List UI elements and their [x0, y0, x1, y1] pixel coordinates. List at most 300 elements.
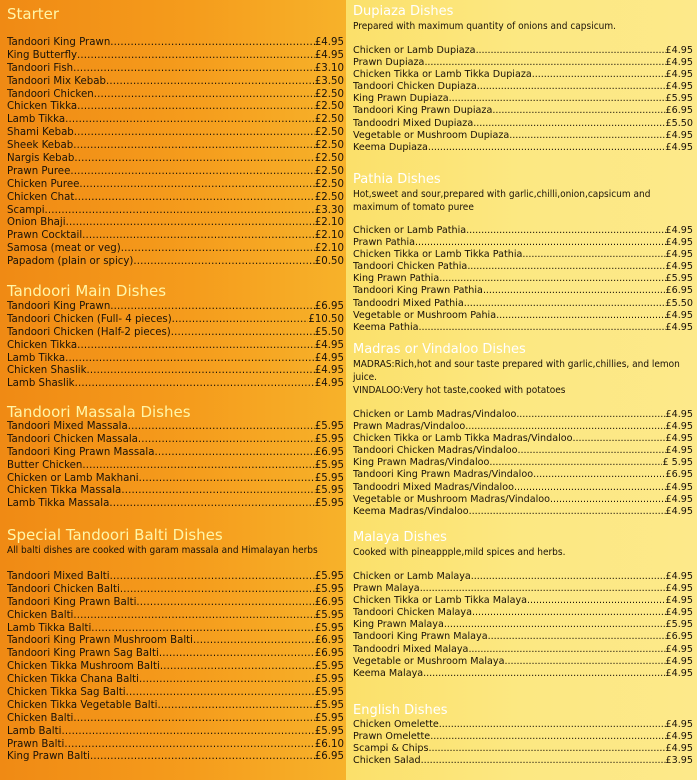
dot-leader [77, 50, 315, 63]
menu-item [7, 635, 344, 648]
dot-leader [126, 687, 315, 700]
dot-leader [439, 273, 665, 285]
menu-item [353, 719, 693, 731]
menu-item [353, 322, 693, 334]
menu-item-name: Tandoodri Mixed Pathia [353, 297, 464, 309]
menu-item [7, 713, 344, 726]
menu-item-price: £3.50 [314, 75, 344, 87]
menu-item-name: Chicken Puree [7, 178, 80, 190]
section-title-balti: Special Tandoori Balti Dishes [7, 526, 223, 544]
menu-item-price: £4.95 [314, 49, 344, 61]
menu-item-price: £2.50 [314, 165, 344, 177]
dot-leader [160, 661, 315, 674]
menu-item-name: Nargis Kebab [7, 153, 75, 165]
menu-item-price: £6.95 [665, 469, 693, 481]
menu-item-name: Tandoori King Prawn Mushroom Balti [7, 635, 194, 647]
dot-leader [65, 353, 315, 366]
malaya-section [346, 530, 697, 680]
menu-item-price: £2.50 [314, 127, 344, 139]
menu-item [7, 101, 344, 114]
menu-item [7, 378, 344, 391]
menu-item-name: Keema Madras/Vindaloo [353, 505, 469, 517]
dot-leader [106, 76, 315, 89]
menu-item [7, 314, 344, 327]
dot-leader [473, 118, 665, 130]
section-title-dupiaza: Dupiaza Dishes [353, 4, 454, 19]
menu-item-name: Chicken Tikka or Lamb Tikka Madras/Vindaloo [353, 433, 573, 445]
dot-leader [483, 285, 666, 297]
dot-leader [496, 310, 665, 322]
menu-item [7, 739, 344, 752]
item-list [353, 719, 693, 767]
menu-item-name: King Prawn Pathia [353, 273, 440, 285]
menu-item-price: £5.95 [314, 498, 344, 510]
menu-item [353, 631, 693, 643]
menu-item-name: Tandoodri Mixed Dupiaza [353, 117, 474, 129]
tandoori-main-section [0, 282, 346, 391]
menu-item [7, 327, 344, 340]
menu-item [353, 619, 693, 631]
menu-item [7, 571, 344, 584]
menu-item [7, 623, 344, 636]
menu-item-name: Prawn Malaya [353, 583, 420, 595]
section-title-massala: Tandoori Massala Dishes [7, 403, 191, 421]
dot-leader [419, 322, 666, 334]
menu-item-price: £4.95 [665, 643, 693, 655]
dot-leader [489, 457, 662, 469]
menu-item [7, 153, 344, 166]
menu-item-name: Shami Kebab [7, 127, 74, 139]
dot-leader [466, 225, 665, 237]
menu-item [7, 89, 344, 102]
menu-item [353, 249, 693, 261]
menu-item-price: £4.95 [665, 731, 693, 743]
menu-item-price: £5.95 [314, 674, 344, 686]
dot-leader [172, 314, 309, 327]
menu-item [7, 498, 344, 511]
menu-item-name: Chicken Tikka [7, 101, 78, 113]
dot-leader [74, 153, 314, 166]
menu-item-name: Tandoori Chicken (Half-2 pieces) [7, 326, 171, 338]
menu-item-price: £4.95 [665, 505, 693, 517]
menu-item-price: £4.95 [314, 37, 344, 48]
dot-leader [522, 249, 665, 261]
section-title-madras: Madras or Vindaloo Dishes [353, 342, 526, 357]
menu-item-price: £4.95 [314, 352, 344, 364]
menu-item-name: Keema Dupiaza [353, 141, 428, 153]
section-description-balti: All balti dishes are cooked with garam massala and Himalayan herbs [7, 545, 318, 556]
dot-leader [75, 378, 315, 391]
menu-item [353, 595, 693, 607]
menu-item-price: £6.95 [665, 105, 693, 117]
item-list [353, 409, 693, 518]
menu-item [7, 447, 344, 460]
menu-item-price: £2.10 [314, 230, 344, 242]
menu-item-price: £5.95 [314, 609, 344, 621]
menu-item-price: £4.95 [665, 667, 693, 679]
menu-item [7, 751, 344, 764]
menu-item-name: Tandoori Chicken [7, 88, 94, 100]
menu-item-price: £4.95 [665, 225, 693, 236]
menu-item-name: Chicken Tikka or Lamb Tikka Malaya [353, 595, 527, 607]
menu-item-price: £4.95 [665, 743, 693, 755]
dot-leader [110, 301, 315, 314]
menu-item-price: £5.95 [314, 421, 344, 432]
menu-item-name: Prawn Madras/Vindaloo [353, 421, 466, 433]
menu-item-name: Tandoori Chicken Massala [7, 433, 138, 445]
menu-item-price: £4.95 [665, 481, 693, 493]
menu-item-name: Chicken Tikka Massala [7, 485, 122, 497]
menu-item-price: £4.95 [665, 421, 693, 433]
dot-leader [77, 340, 315, 353]
menu-item [7, 674, 344, 687]
menu-item-name: Tandoori King Prawn Pathia [353, 285, 483, 297]
menu-item [7, 353, 344, 366]
menu-item-name: Tandoori King Prawn Balti [7, 596, 137, 608]
menu-item-name: Chicken or Lamb Dupiaza [353, 45, 476, 56]
menu-item-price: £3.10 [314, 62, 344, 74]
dot-leader [139, 473, 315, 486]
menu-item-price: £5.95 [314, 583, 344, 595]
menu-item-price: £6.95 [314, 648, 344, 660]
menu-item-name: Chicken Tikka Mushroom Balti [7, 661, 160, 673]
menu-item [7, 166, 344, 179]
section-title-english: English Dishes [353, 703, 448, 718]
dot-leader [121, 243, 315, 256]
menu-item-name: Chicken Tikka [7, 339, 78, 351]
dot-leader [428, 142, 666, 154]
balti-section [0, 526, 346, 764]
menu-item [7, 700, 344, 713]
menu-item [353, 93, 693, 105]
menu-item [7, 230, 344, 243]
dot-leader [74, 127, 315, 140]
menu-item-name: Tandoori King Prawn Malaya [353, 631, 488, 643]
menu-item-price: £5.95 [665, 93, 693, 105]
menu-item-name: Lamb Tikka Massala [7, 498, 110, 510]
menu-item-price: £2.10 [314, 243, 344, 255]
menu-item [7, 127, 344, 140]
menu-item-name: Scampi [7, 204, 45, 216]
dot-leader [424, 57, 665, 69]
menu-item-price: £4.95 [665, 607, 693, 619]
menu-item-name: Chicken Tikka or Lamb Tikka Dupiaza [353, 69, 532, 81]
section-description-dupiaza: Prepared with maximum quantity of onions and capsicum. [353, 21, 616, 32]
menu-item-name: Vegetable or Mushroom Madras/Vindaloo [353, 493, 550, 505]
dot-leader [120, 584, 315, 597]
menu-item-name: Tandoori Chicken Pathia [353, 261, 468, 273]
menu-item-name: Lamb Tikka Balti [7, 622, 92, 634]
dot-leader [527, 595, 666, 607]
menu-item-price: £5.50 [665, 297, 693, 309]
menu-item-price: £4.95 [314, 339, 344, 351]
menu-item [7, 421, 344, 434]
menu-item [353, 225, 693, 237]
menu-item-name: Chicken Omelette [353, 719, 439, 730]
menu-item [353, 445, 693, 457]
right-menu-column [346, 0, 697, 780]
menu-item-name: Prawn Dupiaza [353, 57, 425, 69]
menu-item-name: Chicken Tikka Chana Balti [7, 674, 139, 686]
menu-item-name: Prawn Puree [7, 165, 71, 177]
dot-leader [492, 105, 665, 117]
menu-item [7, 648, 344, 661]
menu-item-price: £5.95 [314, 725, 344, 737]
menu-item-name: Lamb Balti [7, 725, 62, 737]
menu-item-price: £4.95 [665, 571, 693, 582]
menu-item [353, 494, 693, 506]
menu-item-price: £4.95 [665, 719, 693, 730]
menu-item-price: £6.95 [665, 631, 693, 643]
menu-item-name: Tandoori King Prawn Sag Balti [7, 648, 159, 660]
dot-leader [109, 498, 314, 511]
menu-item-name: Tandoori King Prawn [7, 37, 111, 48]
dot-leader [77, 101, 315, 114]
section-description-vindaloo: VINDALOO:Very hot taste,cooked with potatoes [353, 385, 566, 396]
item-list [7, 421, 344, 511]
menu-item-price: £5.95 [314, 622, 344, 634]
menu-item-price: £2.50 [314, 140, 344, 152]
menu-item [353, 285, 693, 297]
menu-item-price: £6.95 [314, 596, 344, 608]
item-list [7, 37, 344, 269]
menu-item-price: £3.30 [314, 204, 344, 216]
menu-item-price: £4.95 [314, 378, 344, 390]
menu-item-name: Tandoori Mixed Massala [7, 421, 128, 432]
item-list [7, 301, 344, 391]
menu-item-name: Tandoori Chicken Balti [7, 583, 120, 595]
menu-item-price: £2.50 [314, 101, 344, 113]
menu-item-price: £0.50 [314, 256, 344, 268]
dot-leader [472, 607, 666, 619]
item-list [353, 225, 693, 334]
menu-item-price: £6.95 [314, 301, 344, 312]
menu-item-name: Tandoori Chicken Madras/Vindaloo [353, 445, 518, 457]
dot-leader [110, 571, 315, 584]
menu-item [353, 583, 693, 595]
dot-leader [154, 447, 314, 460]
dot-leader [159, 648, 315, 661]
menu-item-name: Vegetable or Mushroom Malaya [353, 655, 505, 667]
section-description-madras: MADRAS:Rich,hot and sour taste prepared with garlic,chillies, and lemon juice. [353, 359, 680, 383]
menu-item-price: £4.95 [665, 583, 693, 595]
menu-item [353, 261, 693, 273]
section-title-starter: Starter [7, 5, 60, 23]
menu-item [7, 114, 344, 127]
menu-item-price: £4.95 [314, 365, 344, 377]
dot-leader [421, 755, 666, 767]
menu-item [7, 63, 344, 76]
menu-item [353, 644, 693, 656]
menu-item-price: £2.50 [314, 88, 344, 100]
item-list [353, 45, 693, 154]
menu-item [353, 668, 693, 680]
menu-item-price: £4.95 [665, 69, 693, 81]
menu-item [7, 256, 344, 269]
dot-leader [428, 743, 665, 755]
dot-leader [90, 751, 315, 764]
menu-item-name: Chicken Salad [353, 755, 421, 767]
menu-item-name: Tandoori Chicken Dupiaza [353, 81, 477, 93]
menu-item [7, 192, 344, 205]
menu-item [353, 433, 693, 445]
menu-item-price: £4.95 [665, 321, 693, 333]
menu-item-price: £6.95 [314, 751, 344, 763]
dot-leader [464, 298, 666, 310]
menu-item-price: £5.95 [314, 571, 344, 582]
menu-item-name: Vegetable or Mushroom Pahia [353, 309, 497, 321]
pathia-section [346, 172, 697, 334]
menu-item-name: Chicken or Lamb Makhani [7, 472, 139, 484]
menu-item-name: Tandoori King Prawn Dupiaza [353, 105, 493, 117]
menu-item [7, 365, 344, 378]
dot-leader [509, 130, 665, 142]
menu-item-price: £5.95 [314, 472, 344, 484]
menu-item-name: King Prawn Balti [7, 751, 90, 763]
menu-item [7, 485, 344, 498]
dot-leader [514, 482, 666, 494]
menu-item-name: Chicken Tikka or Lamb Tikka Pathia [353, 249, 523, 261]
menu-item [353, 421, 693, 433]
menu-item-name: Chicken or Lamb Malaya [353, 571, 471, 582]
menu-item-name: Tandoori Mixed Balti [7, 571, 110, 582]
menu-item-price: £6.95 [314, 635, 344, 647]
dot-leader [64, 739, 315, 752]
dot-leader [138, 434, 315, 447]
menu-item [353, 45, 693, 57]
menu-item [7, 179, 344, 192]
menu-item-price: £5.95 [314, 687, 344, 699]
dot-leader [505, 656, 666, 668]
menu-item-price: £4.95 [665, 445, 693, 457]
dot-leader [73, 63, 315, 76]
menu-item-name: Prawn Cocktail [7, 230, 83, 242]
dot-leader [488, 631, 666, 643]
dot-leader [66, 217, 315, 230]
menu-item-name: Chicken or Lamb Pathia [353, 225, 467, 236]
menu-item-price: £4.95 [665, 595, 693, 607]
dot-leader [157, 700, 314, 713]
menu-item-price: £6.95 [665, 285, 693, 297]
dot-leader [449, 93, 666, 105]
menu-item-price: £5.95 [314, 712, 344, 724]
massala-section [0, 403, 346, 511]
menu-item-price: £4.95 [665, 261, 693, 273]
menu-item [353, 273, 693, 285]
menu-item-name: Lamb Shaslik [7, 378, 75, 390]
menu-item-price: £4.95 [665, 81, 693, 93]
dot-leader [87, 365, 315, 378]
dot-leader [420, 583, 666, 595]
menu-item-price: £4.95 [665, 655, 693, 667]
menu-item-name: Keema Malaya [353, 667, 424, 679]
menu-item-price: £4.95 [665, 45, 693, 56]
dot-leader [110, 37, 315, 50]
menu-item [7, 340, 344, 353]
dot-leader [121, 485, 315, 498]
menu-item-name: Lamb Tikka [7, 114, 66, 126]
dot-leader [82, 230, 315, 243]
dot-leader [469, 506, 666, 518]
dot-leader [423, 668, 665, 680]
menu-item-price: £3.95 [665, 755, 693, 767]
menu-item [353, 607, 693, 619]
dot-leader [516, 409, 665, 421]
dot-leader [65, 114, 315, 127]
menu-item [353, 482, 693, 494]
dot-leader [573, 433, 666, 445]
menu-item-name: King Prawn Dupiaza [353, 93, 449, 105]
section-description-malaya: Cooked with pineappple,mild spices and herbs. [353, 547, 566, 558]
dot-leader [517, 445, 665, 457]
menu-item-name: Scampi & Chips [353, 743, 429, 755]
menu-item-price: £2.50 [314, 114, 344, 126]
menu-item-price: £5.95 [314, 661, 344, 673]
menu-item-price: £5.95 [665, 619, 693, 631]
menu-item-price: £2.10 [314, 217, 344, 229]
menu-item [7, 205, 344, 218]
menu-item [353, 310, 693, 322]
menu-item [353, 755, 693, 767]
menu-item [7, 217, 344, 230]
menu-item-name: Chicken Chat [7, 191, 75, 203]
menu-item-price: £4.95 [665, 493, 693, 505]
menu-item [353, 69, 693, 81]
menu-item [353, 298, 693, 310]
menu-item [353, 457, 693, 469]
dot-leader [136, 597, 314, 610]
dot-leader [73, 713, 314, 726]
menu-item [7, 726, 344, 739]
menu-item-price: £5.95 [314, 485, 344, 497]
dot-leader [550, 494, 666, 506]
menu-item-name: Prawn Balti [7, 738, 65, 750]
dot-leader [444, 619, 666, 631]
menu-item [353, 105, 693, 117]
menu-item-name: Lamb Tikka [7, 352, 66, 364]
menu-item [7, 243, 344, 256]
menu-item-name: Chicken Tikka Vegetable Balti [7, 699, 158, 711]
dot-leader [415, 237, 665, 249]
menu-item-name: Tandoori Mix Kebab [7, 75, 106, 87]
menu-item-name: Tandoori King Prawn Massala [7, 446, 155, 458]
menu-item-name: King Prawn Malaya [353, 619, 444, 631]
menu-item-price: £ 5.95 [662, 457, 693, 469]
menu-item-name: Keema Pathia [353, 321, 419, 333]
menu-item [353, 743, 693, 755]
menu-item [353, 142, 693, 154]
item-list [7, 571, 344, 764]
menu-item [7, 301, 344, 314]
menu-item-name: Butter Chicken [7, 459, 83, 471]
dot-leader [465, 421, 665, 433]
menu-item-name: Chicken or Lamb Madras/Vindaloo [353, 409, 517, 420]
menu-item-price: £6.95 [314, 446, 344, 458]
menu-item-name: Vegetable or Mushroom Dupiaza [353, 129, 510, 141]
menu-item-price: £4.95 [665, 249, 693, 261]
menu-item-name: Tandoori King Prawn [7, 301, 111, 312]
menu-item [7, 610, 344, 623]
section-description-pathia: Hot,sweet and sour,prepared with garlic,chilli,onion,capsicum and maximum of tomato puree [353, 189, 651, 213]
dot-leader [91, 623, 315, 636]
menu-item-name: Chicken Balti [7, 712, 74, 724]
menu-item-price: £5.95 [314, 699, 344, 711]
menu-item [353, 57, 693, 69]
menu-item [7, 37, 344, 50]
dot-leader [468, 644, 665, 656]
english-section [346, 703, 697, 767]
menu-item [7, 473, 344, 486]
